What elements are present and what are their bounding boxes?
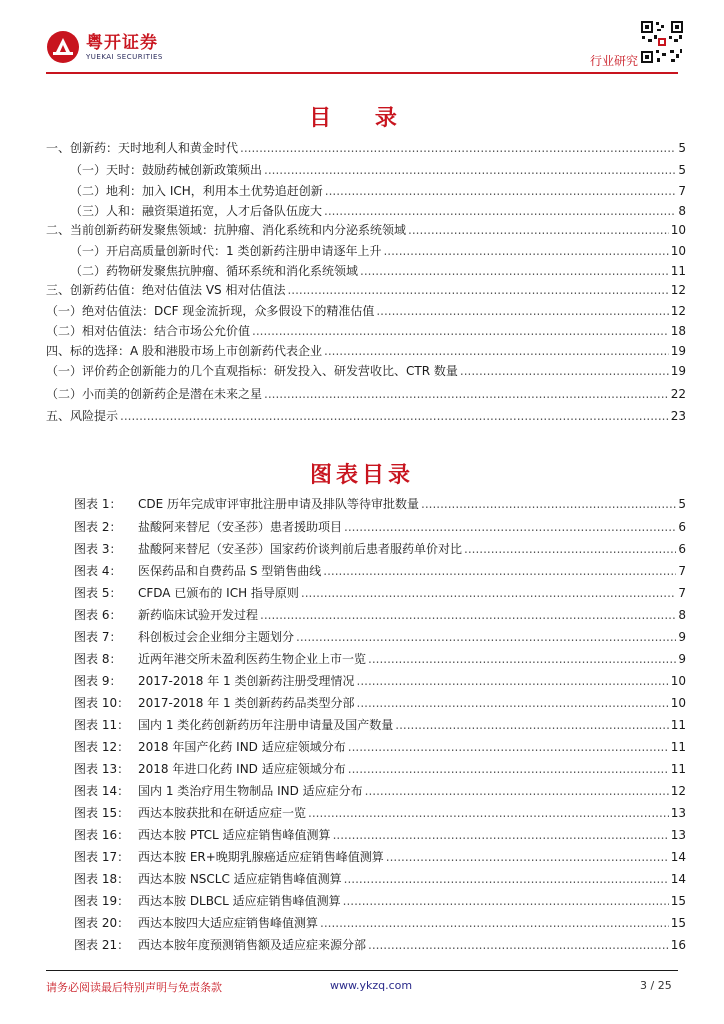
figure-entry[interactable] — [74, 937, 686, 953]
toc-entry-text: （一）天时：鼓励药械创新政策频出 — [70, 163, 263, 177]
figure-entry[interactable] — [74, 629, 686, 645]
company-logo — [46, 30, 163, 64]
figure-title: 国内 1 类治疗用生物制品 IND 适应症分布 — [138, 784, 363, 798]
figure-title: 西达本胺获批和在研适应症一览 — [138, 806, 307, 820]
figure-label: 图表 2： — [74, 520, 122, 534]
figure-entry[interactable] — [74, 607, 686, 623]
figure-entry[interactable] — [74, 541, 686, 557]
toc-entry[interactable] — [46, 408, 686, 424]
toc-entry[interactable] — [70, 263, 686, 279]
figure-title: 近两年港交所未盈利医药生物企业上市一览 — [138, 652, 367, 666]
toc-entry-page: 18 — [670, 324, 686, 338]
figure-page: 15 — [670, 894, 686, 908]
figure-label: 图表 5： — [74, 586, 122, 600]
figure-page: 11 — [670, 718, 686, 732]
toc-title: 目 录 — [309, 106, 415, 131]
figure-page: 5 — [678, 497, 686, 511]
figure-entry[interactable] — [74, 761, 686, 777]
toc-entry[interactable] — [46, 343, 686, 359]
toc-entry-page: 10 — [670, 223, 686, 237]
figure-page: 14 — [670, 872, 686, 886]
figure-label: 图表 8： — [74, 652, 122, 666]
toc-entry-text: （二）小而美的创新药企是潜在未来之星 — [46, 387, 263, 401]
figure-label: 图表 11： — [74, 718, 130, 732]
figure-page: 7 — [678, 586, 686, 600]
figure-label: 图表 3： — [74, 542, 122, 556]
figure-label: 图表 9： — [74, 674, 122, 688]
figure-title: 科创板过会企业细分主题划分 — [138, 630, 295, 644]
toc-entry-text: 三、创新药估值：绝对估值法 VS 相对估值法 — [46, 283, 286, 297]
toc-entry-page: 5 — [678, 141, 686, 155]
toc-entry[interactable] — [70, 203, 686, 219]
figure-page: 7 — [678, 564, 686, 578]
toc-entry[interactable] — [70, 243, 686, 259]
toc-entry-text: （二）地利：加入 ICH，利用本土优势追赶创新 — [70, 184, 323, 198]
figure-label: 图表 7： — [74, 630, 122, 644]
figure-entry[interactable] — [74, 739, 686, 755]
figure-title: 国内 1 类化药创新药历年注册申请量及国产数量 — [138, 718, 394, 732]
figure-entry[interactable] — [74, 827, 686, 843]
figure-title: 西达本胺年度预测销售额及适应症来源分部 — [138, 938, 367, 952]
toc-entry-text: 一、创新药：天时地利人和黄金时代 — [46, 141, 239, 155]
figure-entry[interactable] — [74, 871, 686, 887]
logo-english-name: YUEKAI SECURITIES — [86, 52, 163, 61]
toc-entry-text: （二）相对估值法：结合市场公允价值 — [46, 324, 251, 338]
figure-page: 9 — [678, 630, 686, 644]
toc-entry[interactable] — [46, 386, 686, 402]
figure-page: 11 — [670, 762, 686, 776]
toc-entry[interactable] — [46, 222, 686, 238]
figure-title: 2018 年国产化药 IND 适应症领域分布 — [138, 740, 346, 754]
toc-entry-text: 五、风险提示 — [46, 409, 119, 423]
figure-label: 图表 12： — [74, 740, 130, 754]
figure-title: 西达本胺 NSCLC 适应症销售峰值测算 — [138, 872, 342, 886]
toc-entry-page: 12 — [670, 304, 686, 318]
logo-mark-icon — [46, 30, 80, 64]
figure-label: 图表 15： — [74, 806, 130, 820]
figure-entry[interactable] — [74, 519, 686, 535]
figure-entry[interactable] — [74, 893, 686, 909]
toc-entry-page: 12 — [670, 283, 686, 297]
figure-label: 图表 16： — [74, 828, 130, 842]
toc-entry[interactable] — [46, 363, 686, 379]
footer-disclaimer[interactable]: 请务必阅读最后特别声明与免责条款 — [46, 981, 222, 994]
toc-entry-page: 10 — [670, 244, 686, 258]
page-header — [0, 0, 724, 84]
toc-entry[interactable] — [46, 323, 686, 339]
figure-label: 图表 6： — [74, 608, 122, 622]
figure-label: 图表 4： — [74, 564, 122, 578]
toc-entry-page: 19 — [670, 364, 686, 378]
toc-entry-page: 8 — [678, 204, 686, 218]
figure-page: 13 — [670, 828, 686, 842]
figure-title: 2017-2018 年 1 类创新药注册受理情况 — [138, 674, 355, 688]
qr-code-icon — [640, 20, 684, 64]
figure-title: 盐酸阿来替尼（安圣莎）患者援助项目 — [138, 520, 343, 534]
figure-page: 15 — [670, 916, 686, 930]
figure-list-title: 图表目录 — [309, 463, 414, 488]
figure-entry[interactable] — [74, 717, 686, 733]
toc-entry[interactable] — [70, 162, 686, 178]
toc-entry-text: 四、标的选择：A 股和港股市场上市创新药代表企业 — [46, 344, 323, 358]
toc-entry-page: 22 — [670, 387, 686, 401]
figure-title: 医保药品和自费药品 S 型销售曲线 — [138, 564, 322, 578]
figure-label: 图表 20： — [74, 916, 130, 930]
toc-entry[interactable] — [46, 140, 686, 156]
figure-page: 10 — [670, 674, 686, 688]
figure-title: CFDA 已颁布的 ICH 指导原则 — [138, 586, 299, 600]
figure-entry[interactable] — [74, 695, 686, 711]
footer-divider — [46, 970, 678, 971]
figure-title: 2017-2018 年 1 类创新药药品类型分部 — [138, 696, 355, 710]
figure-entry[interactable] — [74, 849, 686, 865]
figure-label: 图表 14： — [74, 784, 130, 798]
figure-page: 11 — [670, 740, 686, 754]
figure-entry[interactable] — [74, 585, 686, 601]
figure-label: 图表 19： — [74, 894, 130, 908]
figure-label: 图表 1： — [74, 497, 122, 511]
figure-entry[interactable] — [74, 496, 686, 512]
toc-entry-page: 5 — [678, 163, 686, 177]
figure-label: 图表 17： — [74, 850, 130, 864]
toc-entry[interactable] — [46, 303, 686, 319]
logo-chinese-name: 粤开证券 — [86, 32, 158, 53]
figure-page: 6 — [678, 542, 686, 556]
figure-entry[interactable] — [74, 805, 686, 821]
toc-entry-text: 二、当前创新药研发聚焦领域：抗肿瘤、消化系统和内分泌系统领域 — [46, 223, 407, 237]
figure-label: 图表 18： — [74, 872, 130, 886]
figure-title: CDE 历年完成审评审批注册申请及排队等待审批数量 — [138, 497, 420, 511]
figure-title: 新药临床试验开发过程 — [138, 608, 259, 622]
figure-entry[interactable] — [74, 673, 686, 689]
figure-page: 16 — [670, 938, 686, 952]
toc-entry-text: （二）药物研发聚焦抗肿瘤、循环系统和消化系统领域 — [70, 264, 359, 278]
page-number: 3 / 25 — [640, 979, 672, 992]
figure-label: 图表 13： — [74, 762, 130, 776]
figure-label: 图表 21： — [74, 938, 130, 952]
section-label: 行业研究 — [589, 54, 638, 68]
header-divider — [46, 72, 678, 74]
figure-label: 图表 10： — [74, 696, 130, 710]
toc-entry[interactable] — [70, 183, 686, 199]
footer-website[interactable]: www.ykzq.com — [330, 979, 413, 992]
figure-page: 6 — [678, 520, 686, 534]
figure-entry[interactable] — [74, 915, 686, 931]
figure-page: 10 — [670, 696, 686, 710]
figure-page: 12 — [670, 784, 686, 798]
toc-entry-text: （三）人和：融资渠道拓宽，人才后备队伍庞大 — [70, 204, 323, 218]
figure-title: 西达本胺四大适应症销售峰值测算 — [138, 916, 319, 930]
figure-page: 13 — [670, 806, 686, 820]
toc-entry-text: （一）绝对估值法：DCF 现金流折现，众多假设下的精准估值 — [46, 304, 375, 318]
figure-title: 西达本胺 ER+晚期乳腺癌适应症销售峰值测算 — [138, 850, 384, 864]
toc-entry-text: （一）评价药企创新能力的几个直观指标：研发投入、研发营收比、CTR 数量 — [46, 364, 458, 378]
figure-title: 西达本胺 PTCL 适应症销售峰值测算 — [138, 828, 331, 842]
toc-entry-page: 23 — [670, 409, 686, 423]
toc-entry-page: 11 — [670, 264, 686, 278]
figure-entry[interactable] — [74, 563, 686, 579]
toc-entry[interactable] — [46, 282, 686, 298]
figure-entry[interactable] — [74, 651, 686, 667]
figure-title: 盐酸阿来替尼（安圣莎）国家药价谈判前后患者服药单价对比 — [138, 542, 463, 556]
toc-entry-page: 19 — [670, 344, 686, 358]
figure-title: 2018 年进口化药 IND 适应症领域分布 — [138, 762, 346, 776]
toc-entry-page: 7 — [678, 184, 686, 198]
figure-entry[interactable] — [74, 783, 686, 799]
figure-page: 8 — [678, 608, 686, 622]
toc-entry-text: （一）开启高质量创新时代：1 类创新药注册申请逐年上升 — [70, 244, 382, 258]
figure-page: 14 — [670, 850, 686, 864]
figure-page: 9 — [678, 652, 686, 666]
figure-title: 西达本胺 DLBCL 适应症销售峰值测算 — [138, 894, 341, 908]
